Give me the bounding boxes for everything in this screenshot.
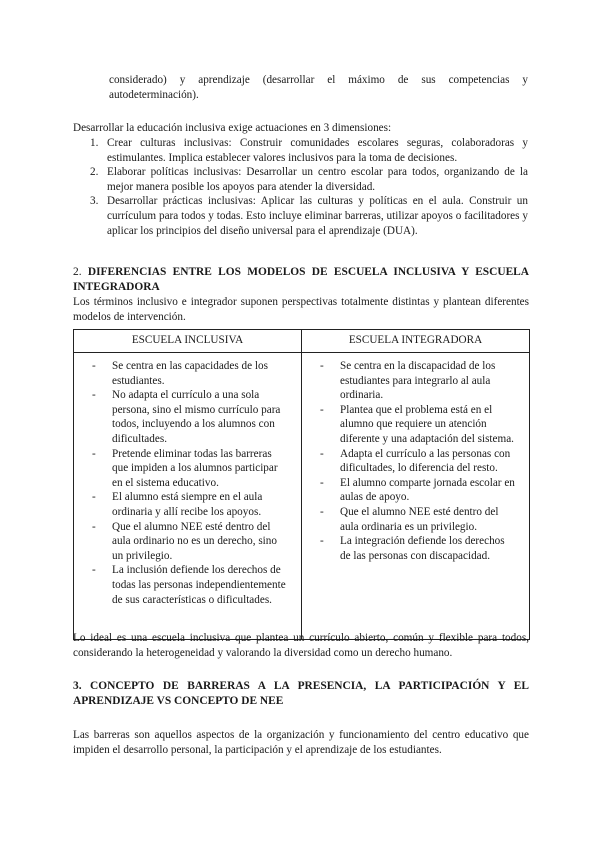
list-item: - Se centra en las capacidades de los estudiantes. (92, 360, 268, 387)
list-item: - Que el alumno NEE esté dentro del aula ordinaria es un privilegio. (320, 505, 499, 533)
inclusiva-column (74, 353, 302, 640)
list-item: - La inclusión defiende los derechos de todas las personas independientemente de sus características o dificultades. (92, 564, 286, 606)
dimensions-intro: Desarrollar la educación inclusiva exige actuaciones en 3 dimensiones: (73, 122, 392, 134)
list-item: - Plantea que el problema está en el alumno que requiere un atención diferente y una adaptación del sistema. (320, 403, 514, 445)
dimension-item: 2. Elaborar políticas inclusivas: Desarrollar un centro escolar para todos, organizando de la mejor manera posible los apoyos para atender la diversidad. (90, 166, 528, 193)
section-3-body: Las barreras son aquellos aspectos de la organización y funcionamiento del centro educativo que impiden el desarrollo personal, la participación y el aprendizaje de los estudiantes. (73, 729, 529, 756)
list-item: - Adapta el currículo a las personas con dificultades, lo diferencia del resto. (320, 447, 511, 475)
list-item: - El alumno está siempre en el aula ordinaria y allí recibe los apoyos. (92, 491, 263, 518)
list-item: - Se centra en la discapacidad de los estudiantes para integrarlo al aula ordinaria. (320, 360, 496, 402)
header-escuela-integradora: ESCUELA INTEGRADORA (302, 330, 530, 353)
continued-text-line-2: autodeterminación). (109, 89, 199, 101)
comparison-table (73, 329, 530, 640)
section-2-closing: Lo ideal es una escuela inclusiva que plantea un currículo abierto, común y flexible para todos, considerando la heterogeneidad y valorando la diversidad como un derecho humano. (73, 632, 529, 659)
section-2-heading: 2. DIFERENCIAS ENTRE LOS MODELOS DE ESCUELA INCLUSIVA Y ESCUELA INTEGRADORA (73, 266, 529, 293)
continued-text-line-1: considerado) y aprendizaje (desarrollar el máximo de sus competencias y (109, 74, 528, 86)
list-item: - No adapta el currículo a una sola persona, sino el mismo currículo para todos, incluyendo a los alumnos con dificultades. (92, 389, 281, 445)
list-item: - Que el alumno NEE esté dentro del aula ordinario no es un derecho, sino un privilegio. (92, 520, 277, 562)
dimensions-list (84, 136, 528, 238)
list-item: - La integración defiende los derechos de las personas con discapacidad. (320, 535, 505, 562)
integradora-column (302, 353, 530, 640)
dimension-item: 3. Desarrollar prácticas inclusivas: Aplicar las culturas y políticas en el aula. Construir un currículum para todos y todas. Esto incluye eliminar barreras, utilizar apoyos o facilitadores y aplicar los principios del diseño universal para el aprendizaje (DUA). (90, 195, 528, 237)
section-3-heading: 3. CONCEPTO DE BARRERAS A LA PRESENCIA, LA PARTICIPACIÓN Y EL APRENDIZAJE VS CONCEPTO DE NEE (73, 680, 529, 707)
dimension-item: 1. Crear culturas inclusivas: Construir comunidades escolares seguras, colaboradoras y estimulantes. Implica establecer valores inclusivos para la toma de decisiones. (90, 137, 528, 164)
list-item: - Pretende eliminar todas las barreras que impiden a los alumnos participar en el sistema educativo. (92, 447, 278, 489)
section-2-intro: Los términos inclusivo e integrador suponen perspectivas totalmente distintas y plantean diferentes modelos de intervención. (73, 296, 529, 323)
header-escuela-inclusiva: ESCUELA INCLUSIVA (74, 330, 302, 353)
list-item: - El alumno comparte jornada escolar en aulas de apoyo. (320, 476, 515, 504)
